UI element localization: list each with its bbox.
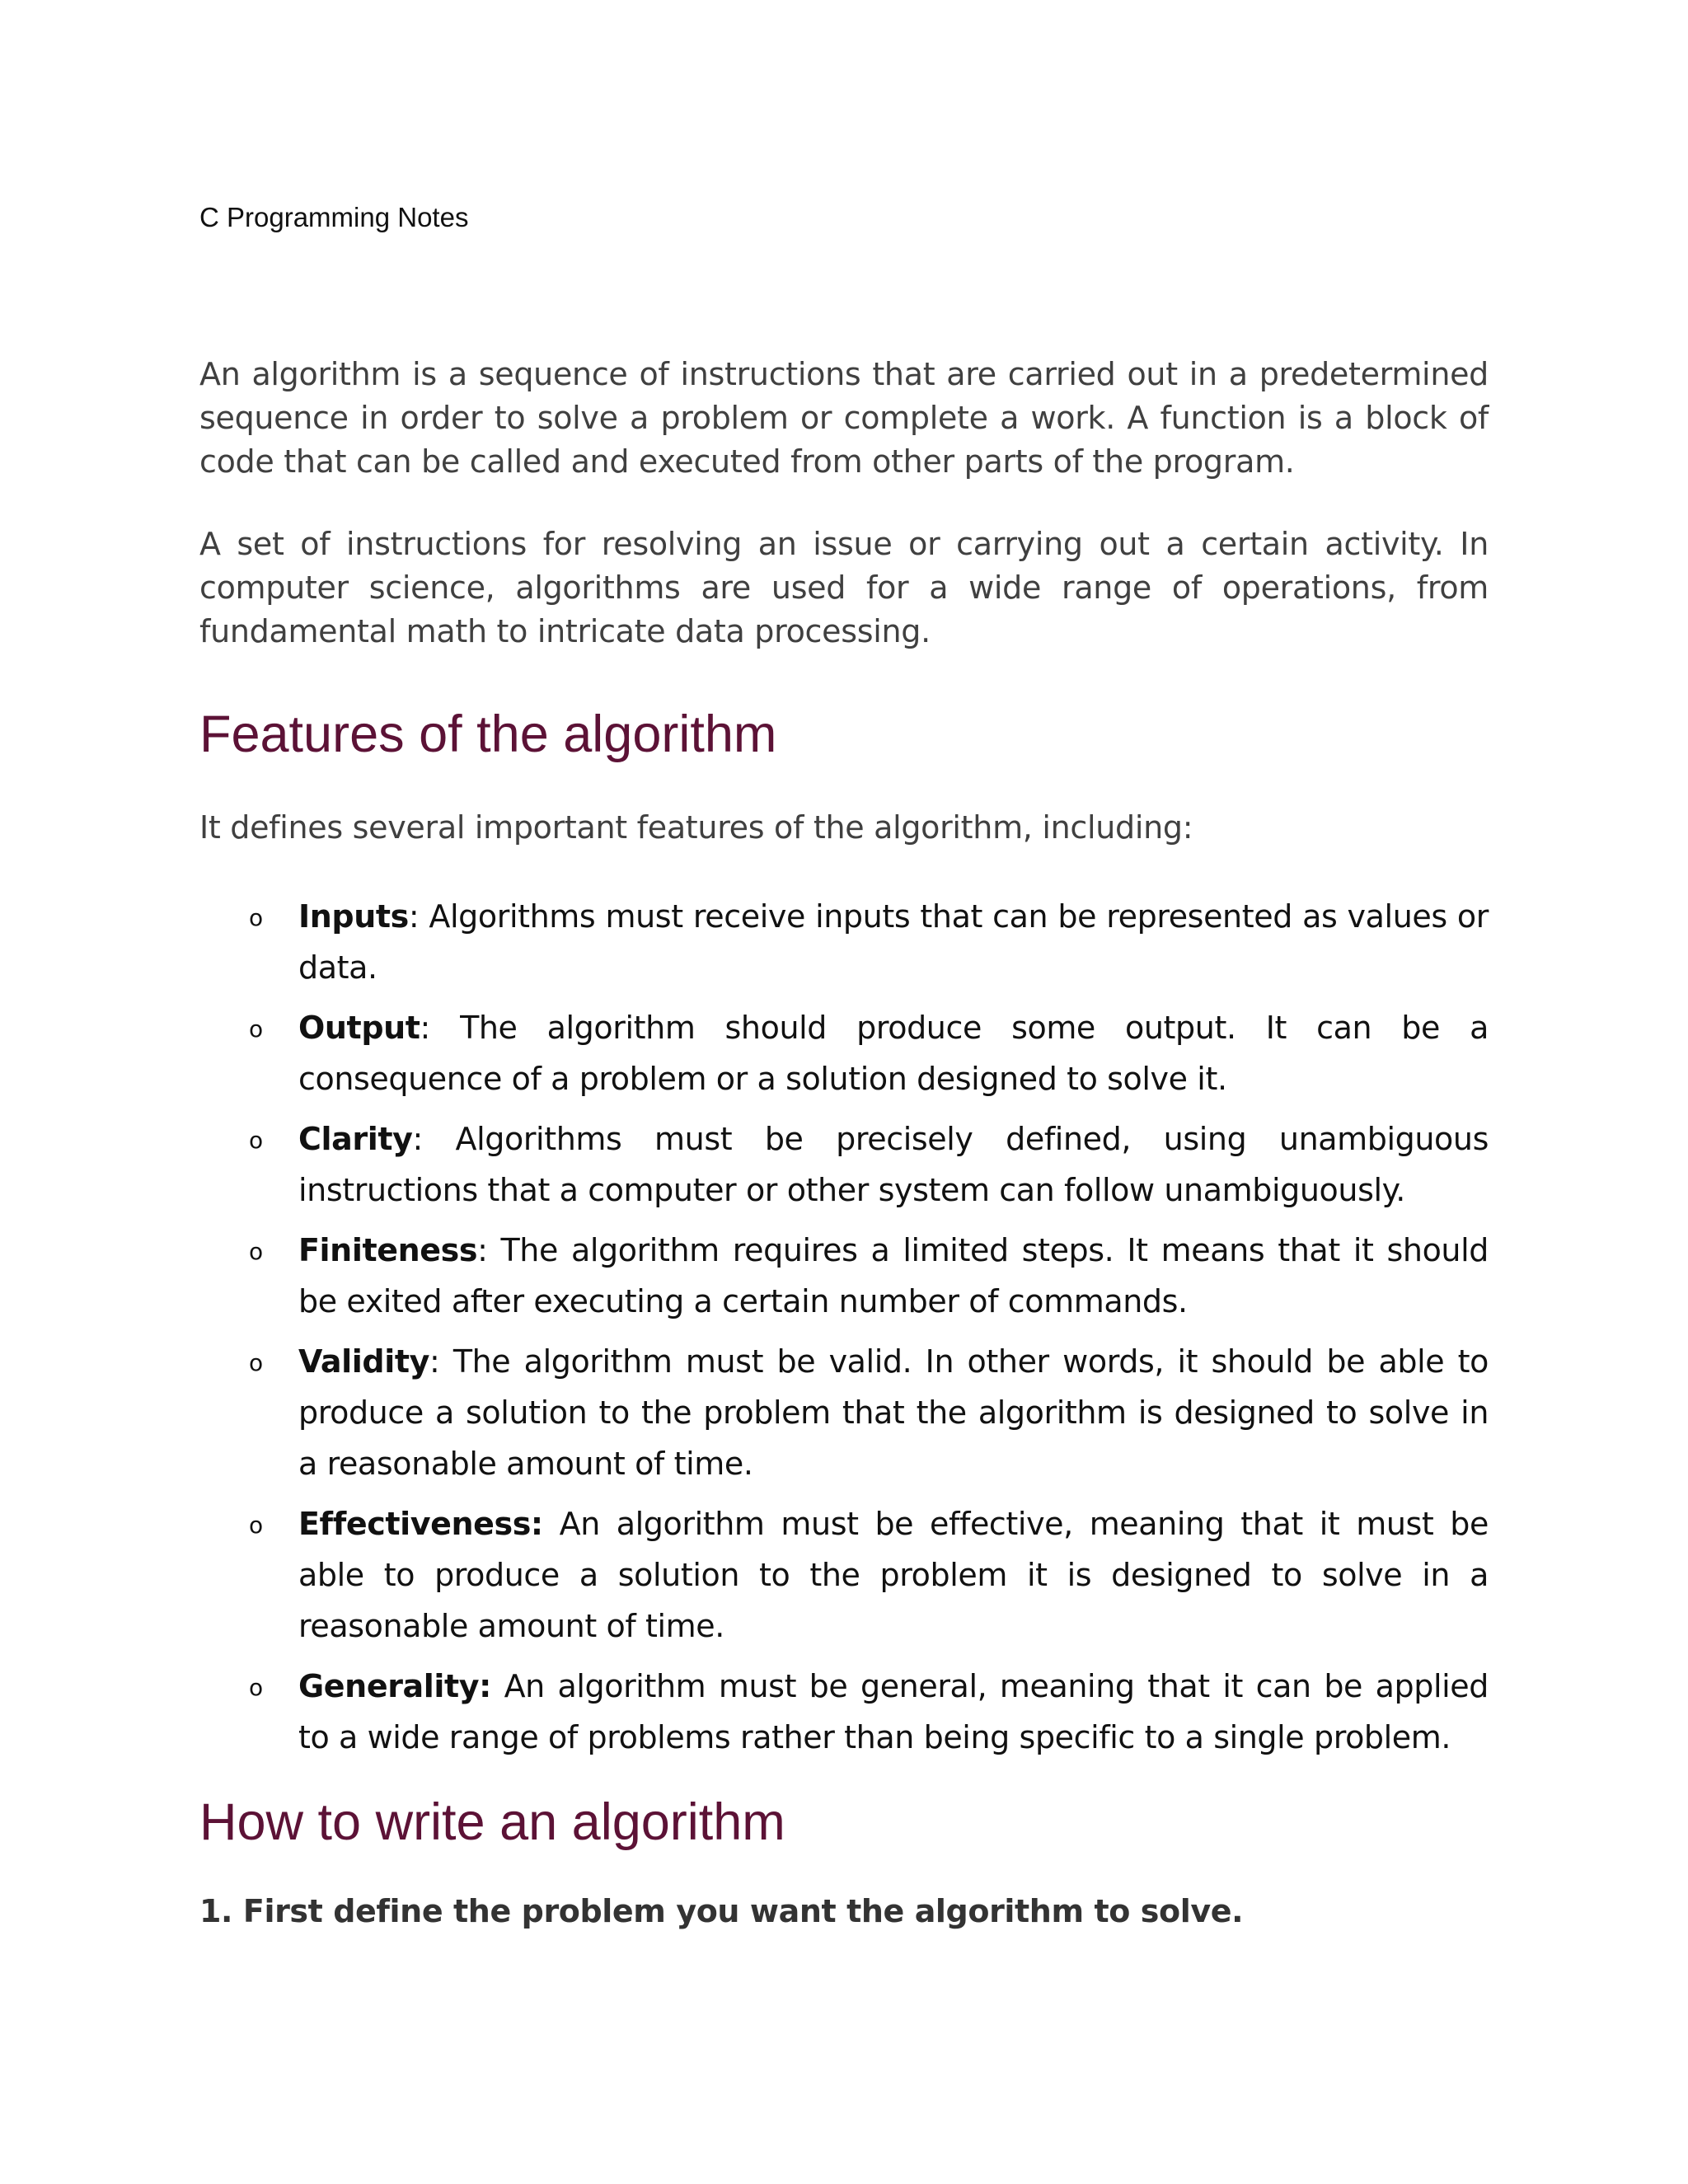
list-item [199,891,1489,993]
step-1: 1. First define the problem you want the algorithm to solve. [199,1893,1244,1929]
features-list [199,891,1489,1763]
intro-paragraph-2: A set of instructions for resolving an issue or carrying out a certain activity. In computer science, algorithms are used for a wide range of operations, from fundamental math to intricate data processing. [199,526,1489,649]
list-item [199,1113,1489,1216]
feature-separator [543,1506,560,1542]
feature-term: Inputs [298,898,409,935]
features-heading: Features of the algorithm [199,705,777,763]
bullet-circle-icon: o [249,904,263,931]
bullet-circle-icon: o [249,1015,263,1043]
feature-description: An algorithm must be general, meaning that it can be applied to a wide range of problems rather than being specific to a single problem. [298,1668,1489,1755]
feature-description: The algorithm should produce some output. It can be a consequence of a problem or a solution designed to solve it. [298,1010,1489,1097]
feature-separator: : [412,1121,456,1157]
bullet-circle-icon: o [249,1674,263,1701]
feature-separator: : [429,1343,453,1380]
feature-description: The algorithm requires a limited steps. It means that it should be exited after executing a certain number of commands. [298,1232,1489,1319]
feature-separator [491,1668,504,1704]
feature-description: The algorithm must be valid. In other words, it should be able to produce a solution to the problem that the algorithm is designed to solve in a reasonable amount of time. [298,1343,1489,1482]
page-header: C Programming Notes [199,202,469,232]
feature-term: Output [298,1010,420,1046]
list-item [199,1661,1489,1763]
intro-paragraph-1: An algorithm is a sequence of instructions that are carried out in a predetermined sequence in order to solve a problem or complete a work. A function is a block of code that can be called and executed from other parts of the program. [199,356,1489,480]
how-to-heading: How to write an algorithm [199,1793,785,1851]
feature-term: Validity [298,1343,429,1380]
feature-term: Generality: [298,1668,491,1704]
features-intro: It defines several important features of the algorithm, including: [199,809,1193,846]
list-item [199,1002,1489,1104]
feature-description: An algorithm must be effective, meaning that it must be able to produce a solution to the problem it is designed to solve in a reasonable amount of time. [298,1506,1489,1644]
bullet-circle-icon: o [249,1349,263,1376]
feature-term: Finiteness [298,1232,478,1268]
list-item [199,1336,1489,1489]
feature-description: Algorithms must be precisely defined, using unambiguous instructions that a computer or other system can follow unambiguously. [298,1121,1489,1208]
feature-separator: : [408,898,429,935]
list-item [199,1225,1489,1327]
bullet-circle-icon: o [249,1511,263,1539]
document-body [199,353,1489,1933]
feature-description: Algorithms must receive inputs that can be represented as values or data. [298,898,1489,986]
bullet-circle-icon: o [249,1127,263,1154]
feature-term: Clarity [298,1121,413,1157]
feature-separator: : [477,1232,501,1268]
feature-term: Effectiveness: [298,1506,543,1542]
bullet-circle-icon: o [249,1238,263,1265]
list-item [199,1498,1489,1652]
feature-separator: : [420,1010,461,1046]
